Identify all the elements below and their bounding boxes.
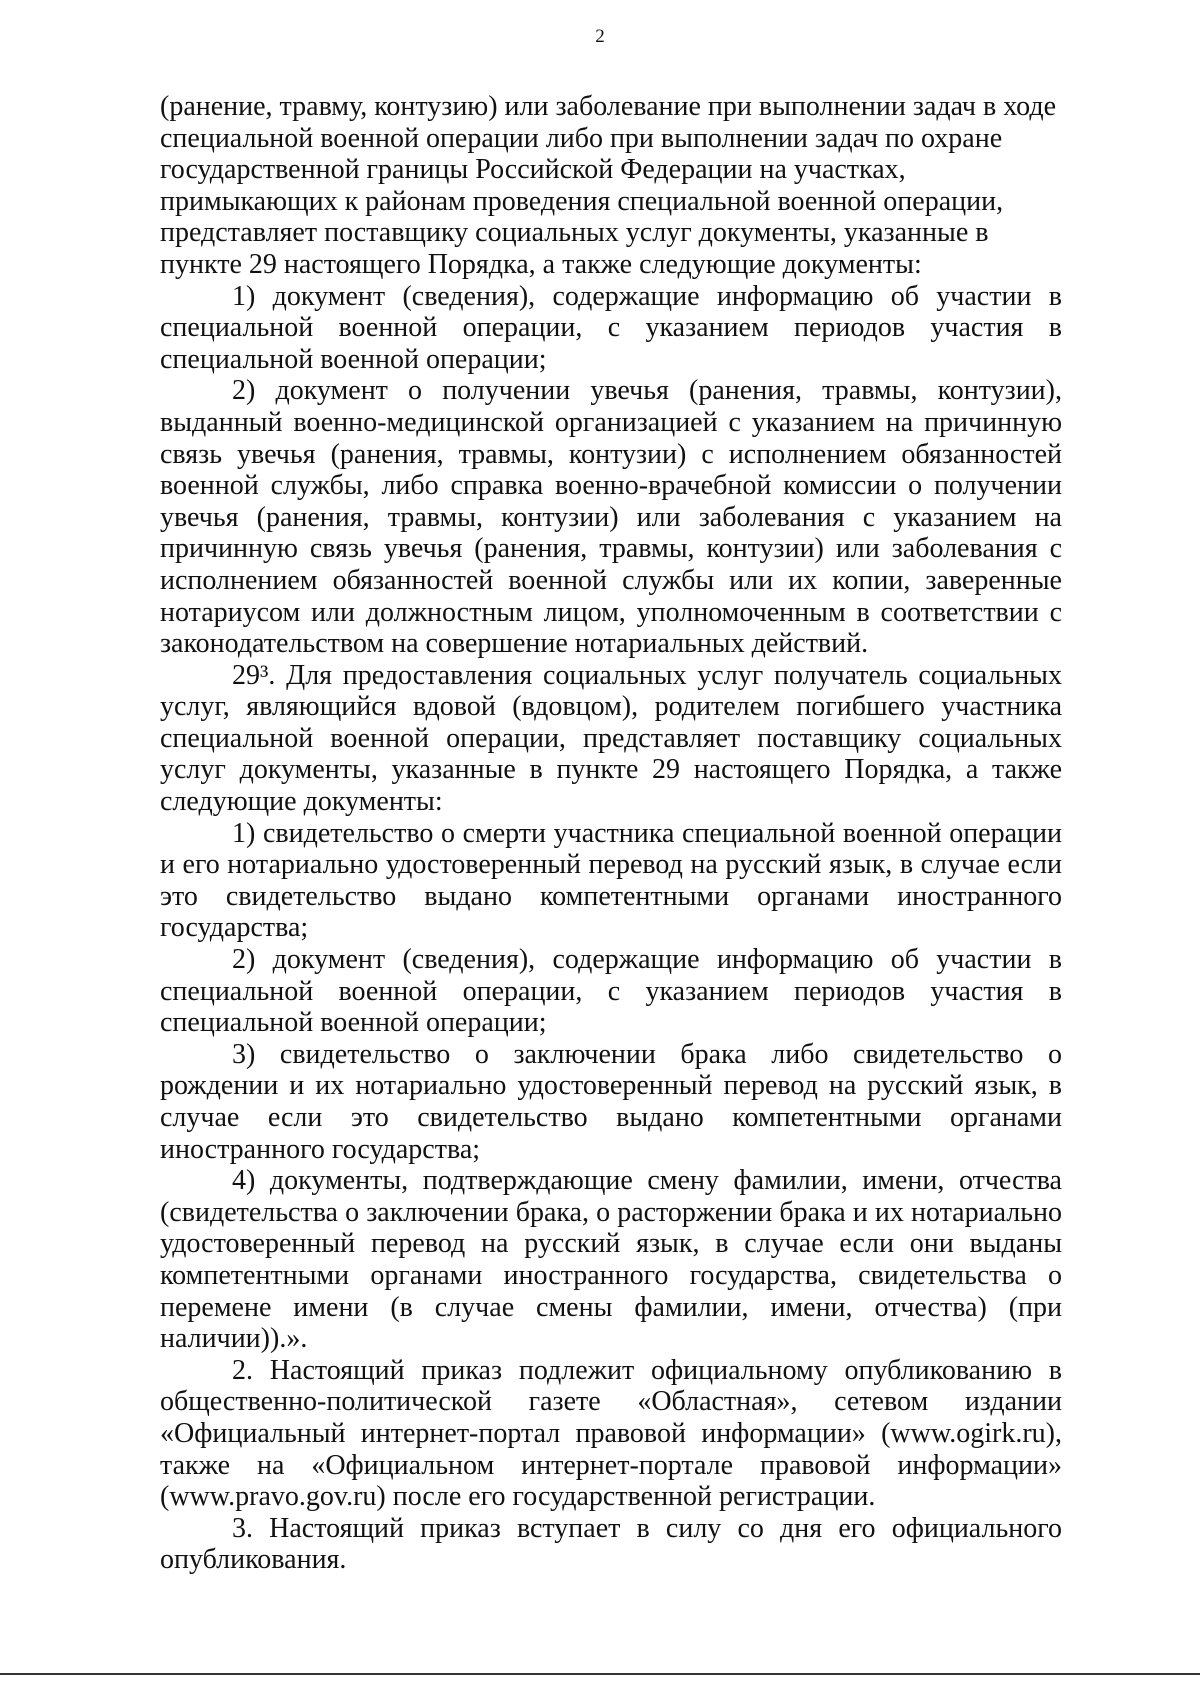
list-item-participation-document-2: 2) документ (сведения), содержащие информацию об участии в специальной военной операции, с указанием периодов участия в специальной военной операции; <box>160 944 1062 1039</box>
list-item-participation-document: 1) документ (сведения), содержащие информацию об участии в специальной военной операции, с указанием периодов участия в специальной военной операции; <box>160 280 1062 375</box>
document-body <box>160 91 1062 1576</box>
paragraph-29-3: 29³. Для предоставления социальных услуг получатель социальных услуг, являющийся вдовой (вдовцом), родителем погибшего участника специальной военной операции, представляет поставщику социальных услуг документы, указанные в пункте 29 настоящего Порядка, а также следующие документы: <box>160 659 1062 818</box>
clause-3-effective-date: 3. Настоящий приказ вступает в силу со дня его официального опубликования. <box>160 1512 1062 1576</box>
list-item-death-certificate: 1) свидетельство о смерти участника специальной военной операции и его нотариально удостоверенный перевод на русский язык, в случае если это свидетельство выдано компетентными органами иностранного государства; <box>160 817 1062 944</box>
list-item-injury-document: 2) документ о получении увечья (ранения, травмы, контузии), выданный военно-медицинской организацией с указанием на причинную связь увечья (ранения, травмы, контузии) с исполнением обязанностей военной службы, либо справка военно-врачебной комиссии о получении увечья (ранения, травмы, контузии) или заболевания с указанием на причинную связь увечья (ранения, травмы, контузии) или заболевания с исполнением обязанностей военной службы или их копии, заверенные нотариусом или должностным лицом, уполномоченным в соответствии с законодательством на совершение нотариальных действий. <box>160 375 1062 660</box>
clause-2-publication: 2. Настоящий приказ подлежит официальному опубликованию в общественно-политической газете «Областная», сетевом издании «Официальный интернет-портал правовой информации» (www.ogirk.ru), также на «Официальном интернет-портале правовой информации» (www.pravo.gov.ru) после его государственной регистрации. <box>160 1354 1062 1513</box>
list-item-name-change-documents: 4) документы, подтверждающие смену фамилии, имени, отчества (свидетельства о заключении брака, о расторжении брака и их нотариально удостоверенный перевод на русский язык, в случае если они выданы компетентными органами иностранного государства, свидетельства о перемене имени (в случае смены фамилии, имени, отчества) (при наличии)).». <box>160 1165 1062 1355</box>
bottom-divider <box>0 1673 1200 1675</box>
list-item-marriage-certificate: 3) свидетельство о заключении брака либо свидетельство о рождении и их нотариально удостоверенный перевод на русский язык, в случае если это свидетельство выдано компетентными органами иностранного государства; <box>160 1038 1062 1165</box>
page-number: 2 <box>595 26 605 47</box>
paragraph-continuation: (ранение, травму, контузию) или заболевание при выполнении задач в ходе специальной военной операции либо при выполнении задач по охране государственной границы Российской Федерации на участках, примыкающих к районам проведения специальной военной операции, представляет поставщику социальных услуг документы, указанные в пункте 29 настоящего Порядка, а также следующие документы: <box>160 91 1057 280</box>
